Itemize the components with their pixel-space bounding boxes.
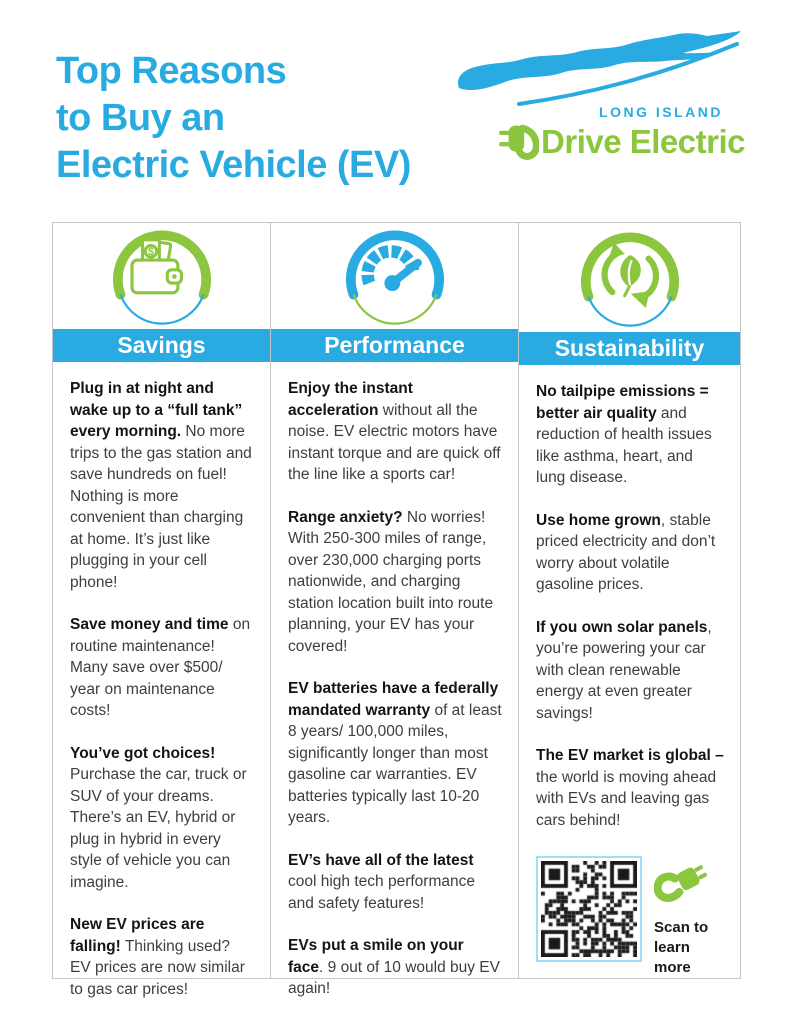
column-header-sustainability: Sustainability: [519, 332, 740, 365]
logo-brand: [499, 122, 745, 162]
column-savings: [52, 222, 271, 998]
scan-footer: [536, 856, 724, 978]
drive-electric-logo: [437, 30, 749, 162]
paragraph: New EV prices are falling! Thinking used? EV prices are now similar to gas car prices!: [70, 916, 245, 998]
plug-cord-icon: [654, 858, 710, 908]
paragraph: Range anxiety? No worries! With 250-300 miles of range, over 230,000 charging ports nationwide, and charging station location built into route planning, your EV has your covered!: [288, 508, 494, 655]
paragraph: Save money and time on routine maintenance! Many save over $500/ year on maintenance costs!: [70, 616, 251, 719]
scan-right: [654, 856, 724, 978]
performance-icon-area: [271, 223, 518, 329]
title-line-2: to Buy an: [56, 97, 225, 139]
wallet-icon: [109, 223, 215, 329]
savings-body: [53, 362, 270, 1021]
content-table: [52, 222, 741, 998]
savings-icon-area: [53, 223, 270, 329]
gauge-icon: [342, 223, 448, 329]
paragraph: Use home grown, stable priced electricity and don’t worry about volatile gasoline prices.: [536, 511, 716, 593]
leaf-recycle-icon: [577, 225, 683, 331]
column-performance: [271, 222, 519, 997]
plug-d-icon: [499, 122, 539, 162]
paragraph: EV’s have all of the latest cool high tech performance and safety features!: [288, 851, 475, 912]
page-title: [56, 48, 411, 189]
logo-brand-label: Drive Electric: [541, 123, 745, 160]
paragraph: The EV market is global – the world is moving ahead with EVs and leaving gas cars behind!: [536, 747, 724, 829]
paragraph: You’ve got choices! Purchase the car, truck or SUV of your dreams. There’s an EV, hybrid or plug in hybrid in every style of vehicle you can imagine.: [70, 744, 247, 891]
svg-text:$: $: [147, 246, 154, 259]
scan-label: Scan to learn more: [654, 919, 709, 976]
paragraph: EV batteries have a federally mandated warranty of at least 8 years/ 100,000 miles, significantly longer than most gasoline car warranties. EV batteries typically last 10-20 years.: [288, 680, 502, 826]
column-header-performance: Performance: [271, 329, 518, 362]
logo-region-label: LONG ISLAND: [599, 104, 723, 120]
sustainability-body: [519, 365, 740, 978]
column-sustainability: [519, 222, 741, 979]
paragraph: No tailpipe emissions = better air quality and reduction of health issues like asthma, heart, and lung disease.: [536, 383, 712, 486]
paragraph: EVs put a smile on your face. 9 out of 10 would buy EV again!: [288, 937, 500, 997]
performance-body: [271, 362, 518, 1021]
qr-code: [536, 856, 642, 962]
title-line-1: Top Reasons: [56, 50, 287, 92]
column-header-savings: Savings: [53, 329, 270, 362]
paragraph: Plug in at night and wake up to a “full tank” every morning. No more trips to the gas station and save hundreds on fuel! Nothing is more convenient than charging at home. It’s just like plugging in your cell phone!: [70, 380, 252, 591]
paragraph: Enjoy the instant acceleration without all the noise. EV electric motors have instant torque and are quick off the line like a sports car!: [288, 380, 501, 483]
paragraph: If you own solar panels, you’re powering your car with clean renewable energy at even greater savings!: [536, 618, 712, 722]
sustainability-icon-area: [519, 223, 740, 332]
title-line-3: Electric Vehicle (EV): [56, 144, 411, 186]
